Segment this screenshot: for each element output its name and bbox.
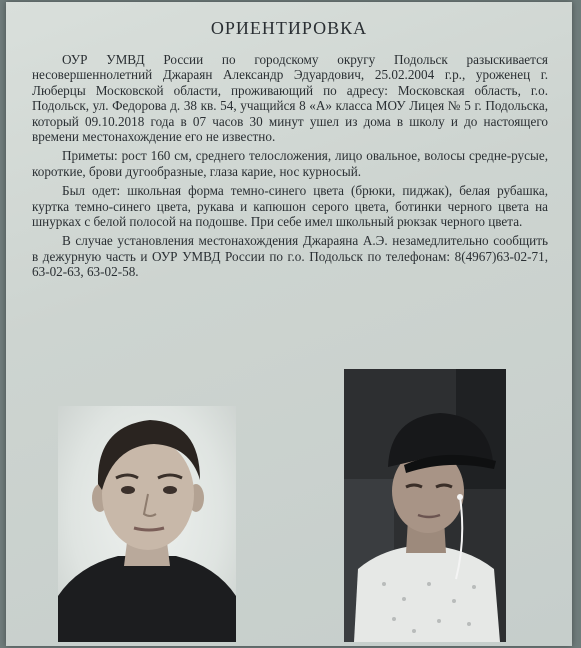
portrait-illustration (58, 406, 236, 642)
cap-photo (344, 369, 506, 642)
paragraph-signs: Приметы: рост 160 см, среднего телосложения, лицо овальное, волосы средне-русые, короткие, брови дугообразные, глаза карие, нос курносый. (32, 148, 548, 179)
paragraph-contacts: В случае установления местонахождения Джараяна А.Э. незамедлительно сообщить в дежурную часть и ОУР УМВД России по г.о. Подольск по телефонам: 8(4967)63-02-71, 63-02-63, 63-02-58. (32, 233, 548, 280)
paragraph-clothing: Был одет: школьная форма темно-синего цвета (брюки, пиджак), белая рубашка, куртка темно-синего цвета, рукава и капюшон серого цвета, ботинки черного цвета на шнурках с белой полосой на подошве. При себе имел школьный рюкзак черного цвета. (32, 183, 548, 230)
paragraph-intro: ОУР УМВД России по городскому округу Подольск разыскивается несовершеннолетний Джараян Александр Эдуардович, 25.02.2004 г.р., уроженец г. Люберцы Московской области, проживающий по адресу: Московская область, г.о. Подольск, ул. Федорова д. 38 кв. 54, учащийся 8 «А» класса МОУ Лицея № 5 г. Подольска, который 09.10.2018 года в 07 часов 30 минут ушел из дома в школу и до настоящего времени местонахождение его не известно. (32, 52, 548, 145)
document-body (32, 52, 548, 284)
document-title: ОРИЕНТИРОВКА (210, 18, 368, 38)
cap-photo-illustration (344, 369, 506, 642)
document-page (6, 2, 572, 646)
portrait-photo (58, 406, 236, 642)
